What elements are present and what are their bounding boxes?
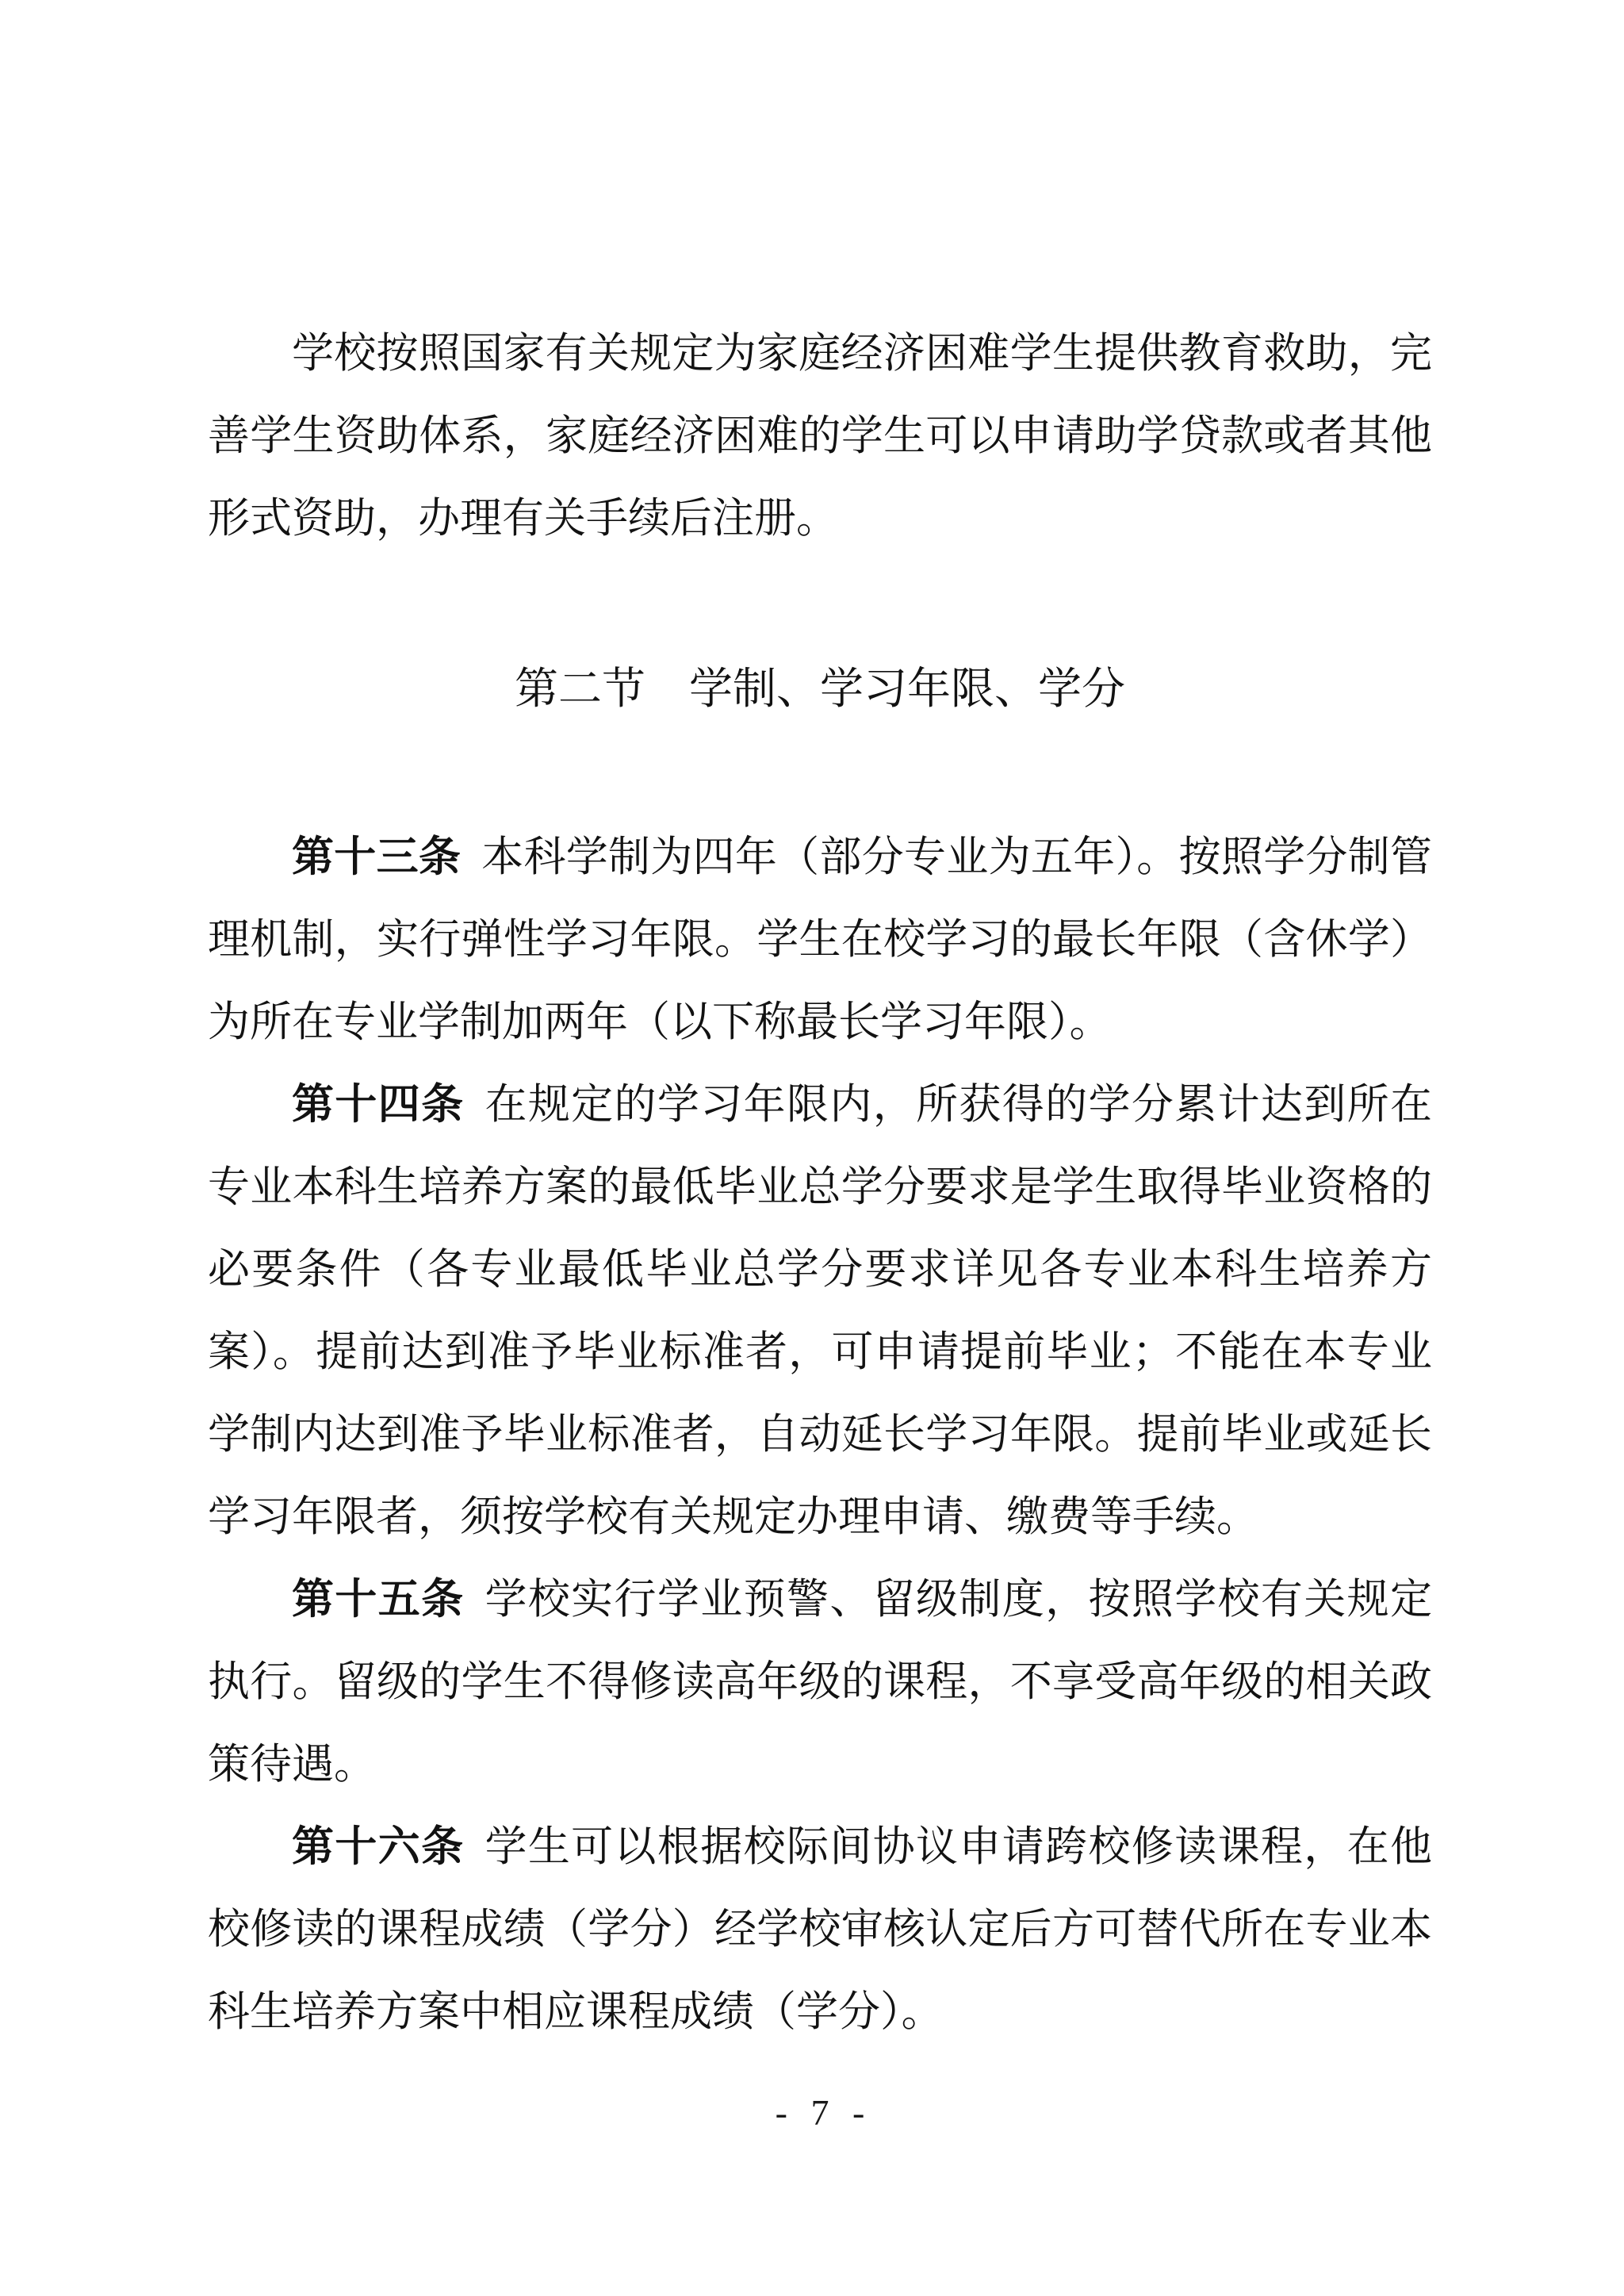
article-number: 第十五条: [292, 1577, 465, 1623]
paragraph-text: 学校按照国家有关规定为家庭经济困难学生提供教育救助，完善学生资助体系，家庭经济困难的学生可以申请助学贷款或者其他形式资助，办理有关手续后注册。: [208, 331, 1432, 542]
paragraph-article-15: [208, 1558, 1432, 1806]
paragraph-article-14: [208, 1064, 1432, 1558]
paragraph-text: 学校实行学业预警、留级制度，按照学校有关规定执行。留级的学生不得修读高年级的课程，不享受高年级的相关政策待遇。: [208, 1577, 1433, 1788]
paragraph-text: 学生可以根据校际间协议申请跨校修读课程，在他校修读的课程成绩（学分）经学校审核认定后方可替代所在专业本科生培养方案中相应课程成绩（学分）。: [208, 1824, 1433, 2035]
paragraph-text: 本科学制为四年（部分专业为五年）。按照学分制管理机制，实行弹性学习年限。学生在校学习的最长年限（含休学）为所在专业学制加两年（以下称最长学习年限）。: [208, 834, 1433, 1045]
paragraph-text: 在规定的学习年限内，所获得的学分累计达到所在专业本科生培养方案的最低毕业总学分要求是学生取得毕业资格的必要条件（各专业最低毕业总学分要求详见各专业本科生培养方案）。提前达到准予毕业标准者，可申请提前毕业；不能在本专业学制内达到准予毕业标准者，自动延长学习年限。提前毕业或延长学习年限者，须按学校有关规定办理申请、缴费等手续。: [208, 1082, 1433, 1540]
page-number: - 7 -: [775, 2092, 865, 2133]
article-number: 第十四条: [292, 1082, 465, 1128]
paragraph-article-16: [208, 1806, 1432, 2053]
paragraph-intro: [208, 312, 1432, 560]
section-heading: 第二节 学制、学习年限、学分: [514, 665, 1125, 713]
article-number: 第十三条: [292, 834, 462, 880]
article-number: 第十六条: [292, 1824, 465, 1870]
paragraph-article-13: [208, 816, 1432, 1064]
